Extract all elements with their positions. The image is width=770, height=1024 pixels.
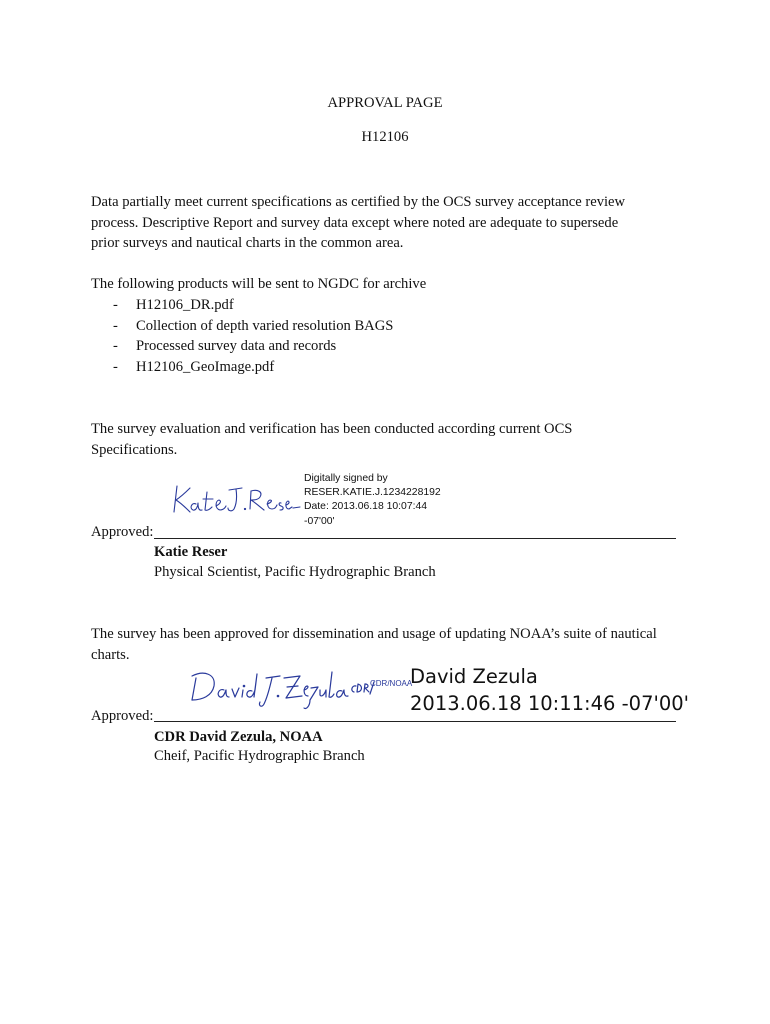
list-dash: - bbox=[113, 297, 118, 313]
approved-label: Approved: bbox=[91, 524, 154, 540]
dissemination-paragraph bbox=[91, 624, 691, 665]
signature-line bbox=[154, 538, 676, 539]
intro-paragraph bbox=[91, 192, 691, 254]
digital-signature-david bbox=[410, 663, 689, 717]
digital-signature-line: -07'00' bbox=[304, 515, 335, 527]
approver-name: CDR David Zezula, NOAA bbox=[154, 729, 323, 745]
signature-line bbox=[154, 721, 676, 722]
dissemination-line: The survey has been approved for dissemination and usage of updating NOAA’s suite of nautical bbox=[91, 626, 657, 642]
list-item-label: H12106_DR.pdf bbox=[136, 297, 234, 313]
dissemination-line: charts. bbox=[91, 646, 130, 663]
signature-suffix: CDR/NOAA bbox=[370, 679, 413, 688]
approver-title: Cheif, Pacific Hydrographic Branch bbox=[154, 748, 365, 764]
approver-title: Physical Scientist, Pacific Hydrographic Branch bbox=[154, 564, 436, 580]
list-dash: - bbox=[113, 338, 118, 354]
list-dash: - bbox=[113, 359, 118, 375]
digital-signature-line: Digitally signed by bbox=[304, 473, 388, 484]
evaluation-paragraph bbox=[91, 419, 691, 460]
digital-signature-line: RESER.KATIE.J.1234228192 bbox=[304, 487, 441, 499]
list-item-label: Collection of depth varied resolution BAGS bbox=[136, 318, 394, 334]
digital-signature-katie bbox=[304, 472, 441, 529]
david-zezula-signature bbox=[188, 664, 388, 714]
evaluation-line: The survey evaluation and verification has been conducted according current OCS bbox=[91, 421, 573, 437]
intro-line: Data partially meet current specifications as certified by the OCS survey acceptance review bbox=[91, 194, 626, 210]
intro-line: prior surveys and nautical charts in the common area. bbox=[91, 235, 404, 252]
digital-signature-line: Date: 2013.06.18 10:07:44 bbox=[304, 501, 428, 513]
approved-label: Approved: bbox=[91, 708, 154, 724]
list-dash: - bbox=[113, 318, 118, 334]
products-heading: The following products will be sent to NGDC for archive bbox=[91, 276, 427, 292]
digital-signature-line: David Zezula bbox=[410, 665, 538, 688]
intro-line: process. Descriptive Report and survey data except where noted are adequate to supersede bbox=[91, 214, 619, 231]
approver-name: Katie Reser bbox=[154, 544, 228, 560]
katie-reser-signature bbox=[168, 482, 303, 518]
page-title: APPROVAL PAGE bbox=[327, 95, 443, 111]
digital-signature-line: 2013.06.18 10:11:46 -07'00' bbox=[410, 692, 690, 715]
survey-id: H12106 bbox=[361, 129, 409, 145]
list-item-label: H12106_GeoImage.pdf bbox=[136, 359, 275, 375]
list-item-label: Processed survey data and records bbox=[136, 338, 337, 354]
evaluation-line: Specifications. bbox=[91, 441, 178, 458]
